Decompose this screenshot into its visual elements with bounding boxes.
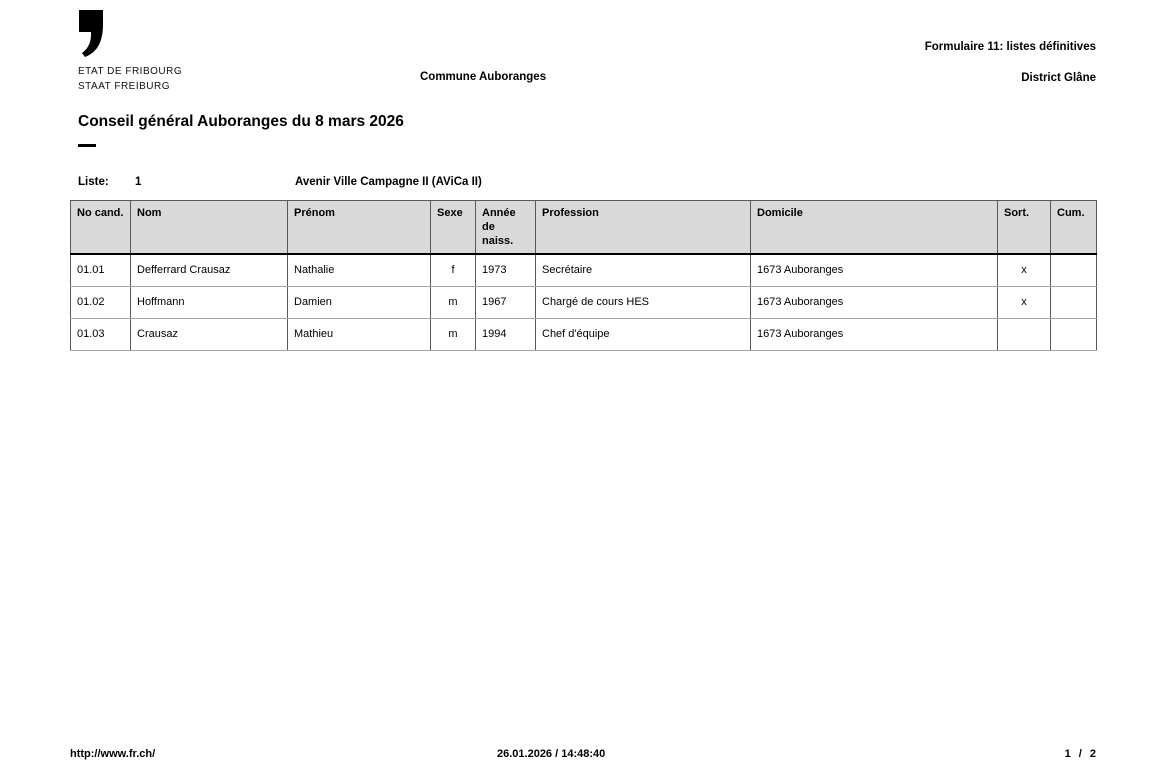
col-header-cum: Cum. [1051,201,1097,255]
footer-page-number: 1 / 2 [1064,748,1096,760]
logo-org-line-de: STAAT FREIBURG [78,81,171,92]
col-header-nom: Nom [131,201,288,255]
liste-label: Liste: [78,176,109,188]
cell-no: 01.01 [71,254,131,286]
logo-comma-icon [78,10,104,58]
table-row [71,254,1097,286]
col-header-profession: Profession [536,201,751,255]
cell-profession: Chef d'équipe [536,318,751,350]
cell-annee: 1967 [476,286,536,318]
col-header-annee: Année de naiss. [476,201,536,255]
cell-annee: 1973 [476,254,536,286]
col-header-sexe: Sexe [431,201,476,255]
fribourg-logo [78,10,182,94]
cell-prenom: Nathalie [288,254,431,286]
page-footer [0,748,1167,764]
candidates-table [70,200,1097,351]
col-header-prenom: Prénom [288,201,431,255]
cell-nom: Defferrard Crausaz [131,254,288,286]
cell-annee: 1994 [476,318,536,350]
cell-domicile: 1673 Auboranges [751,318,998,350]
form-title-label: Formulaire 11: listes définitives [924,41,1096,53]
cell-sort: x [998,286,1051,318]
title-dash [78,144,96,147]
footer-datetime: 26.01.2026 / 14:48:40 [497,748,606,760]
table-row [71,318,1097,350]
cell-cum [1051,286,1097,318]
cell-prenom: Damien [288,286,431,318]
commune-label: Commune Auboranges [420,71,547,83]
table-row [71,286,1097,318]
col-header-domicile: Domicile [751,201,998,255]
col-header-no: No cand. [71,201,131,255]
cell-sexe: m [431,286,476,318]
cell-sexe: m [431,318,476,350]
page-title: Conseil général Auboranges du 8 mars 2026 [78,113,404,130]
cell-no: 01.02 [71,286,131,318]
table-header-row [71,201,1097,255]
cell-sexe: f [431,254,476,286]
cell-domicile: 1673 Auboranges [751,286,998,318]
logo-org-name [78,65,182,94]
cell-profession: Secrétaire [536,254,751,286]
cell-profession: Chargé de cours HES [536,286,751,318]
cell-cum [1051,318,1097,350]
liste-number: 1 [135,176,142,188]
cell-no: 01.03 [71,318,131,350]
cell-prenom: Mathieu [288,318,431,350]
cell-sort [998,318,1051,350]
cell-nom: Crausaz [131,318,288,350]
col-header-sort: Sort. [998,201,1051,255]
liste-row [0,176,1167,192]
cell-nom: Hoffmann [131,286,288,318]
cell-domicile: 1673 Auboranges [751,254,998,286]
logo-org-line-fr: ETAT DE FRIBOURG [78,66,183,77]
cell-cum [1051,254,1097,286]
district-label: District Glâne [1021,72,1096,84]
cell-sort: x [998,254,1051,286]
liste-name: Avenir Ville Campagne II (AViCa II) [295,176,482,188]
footer-url: http://www.fr.ch/ [70,748,156,760]
